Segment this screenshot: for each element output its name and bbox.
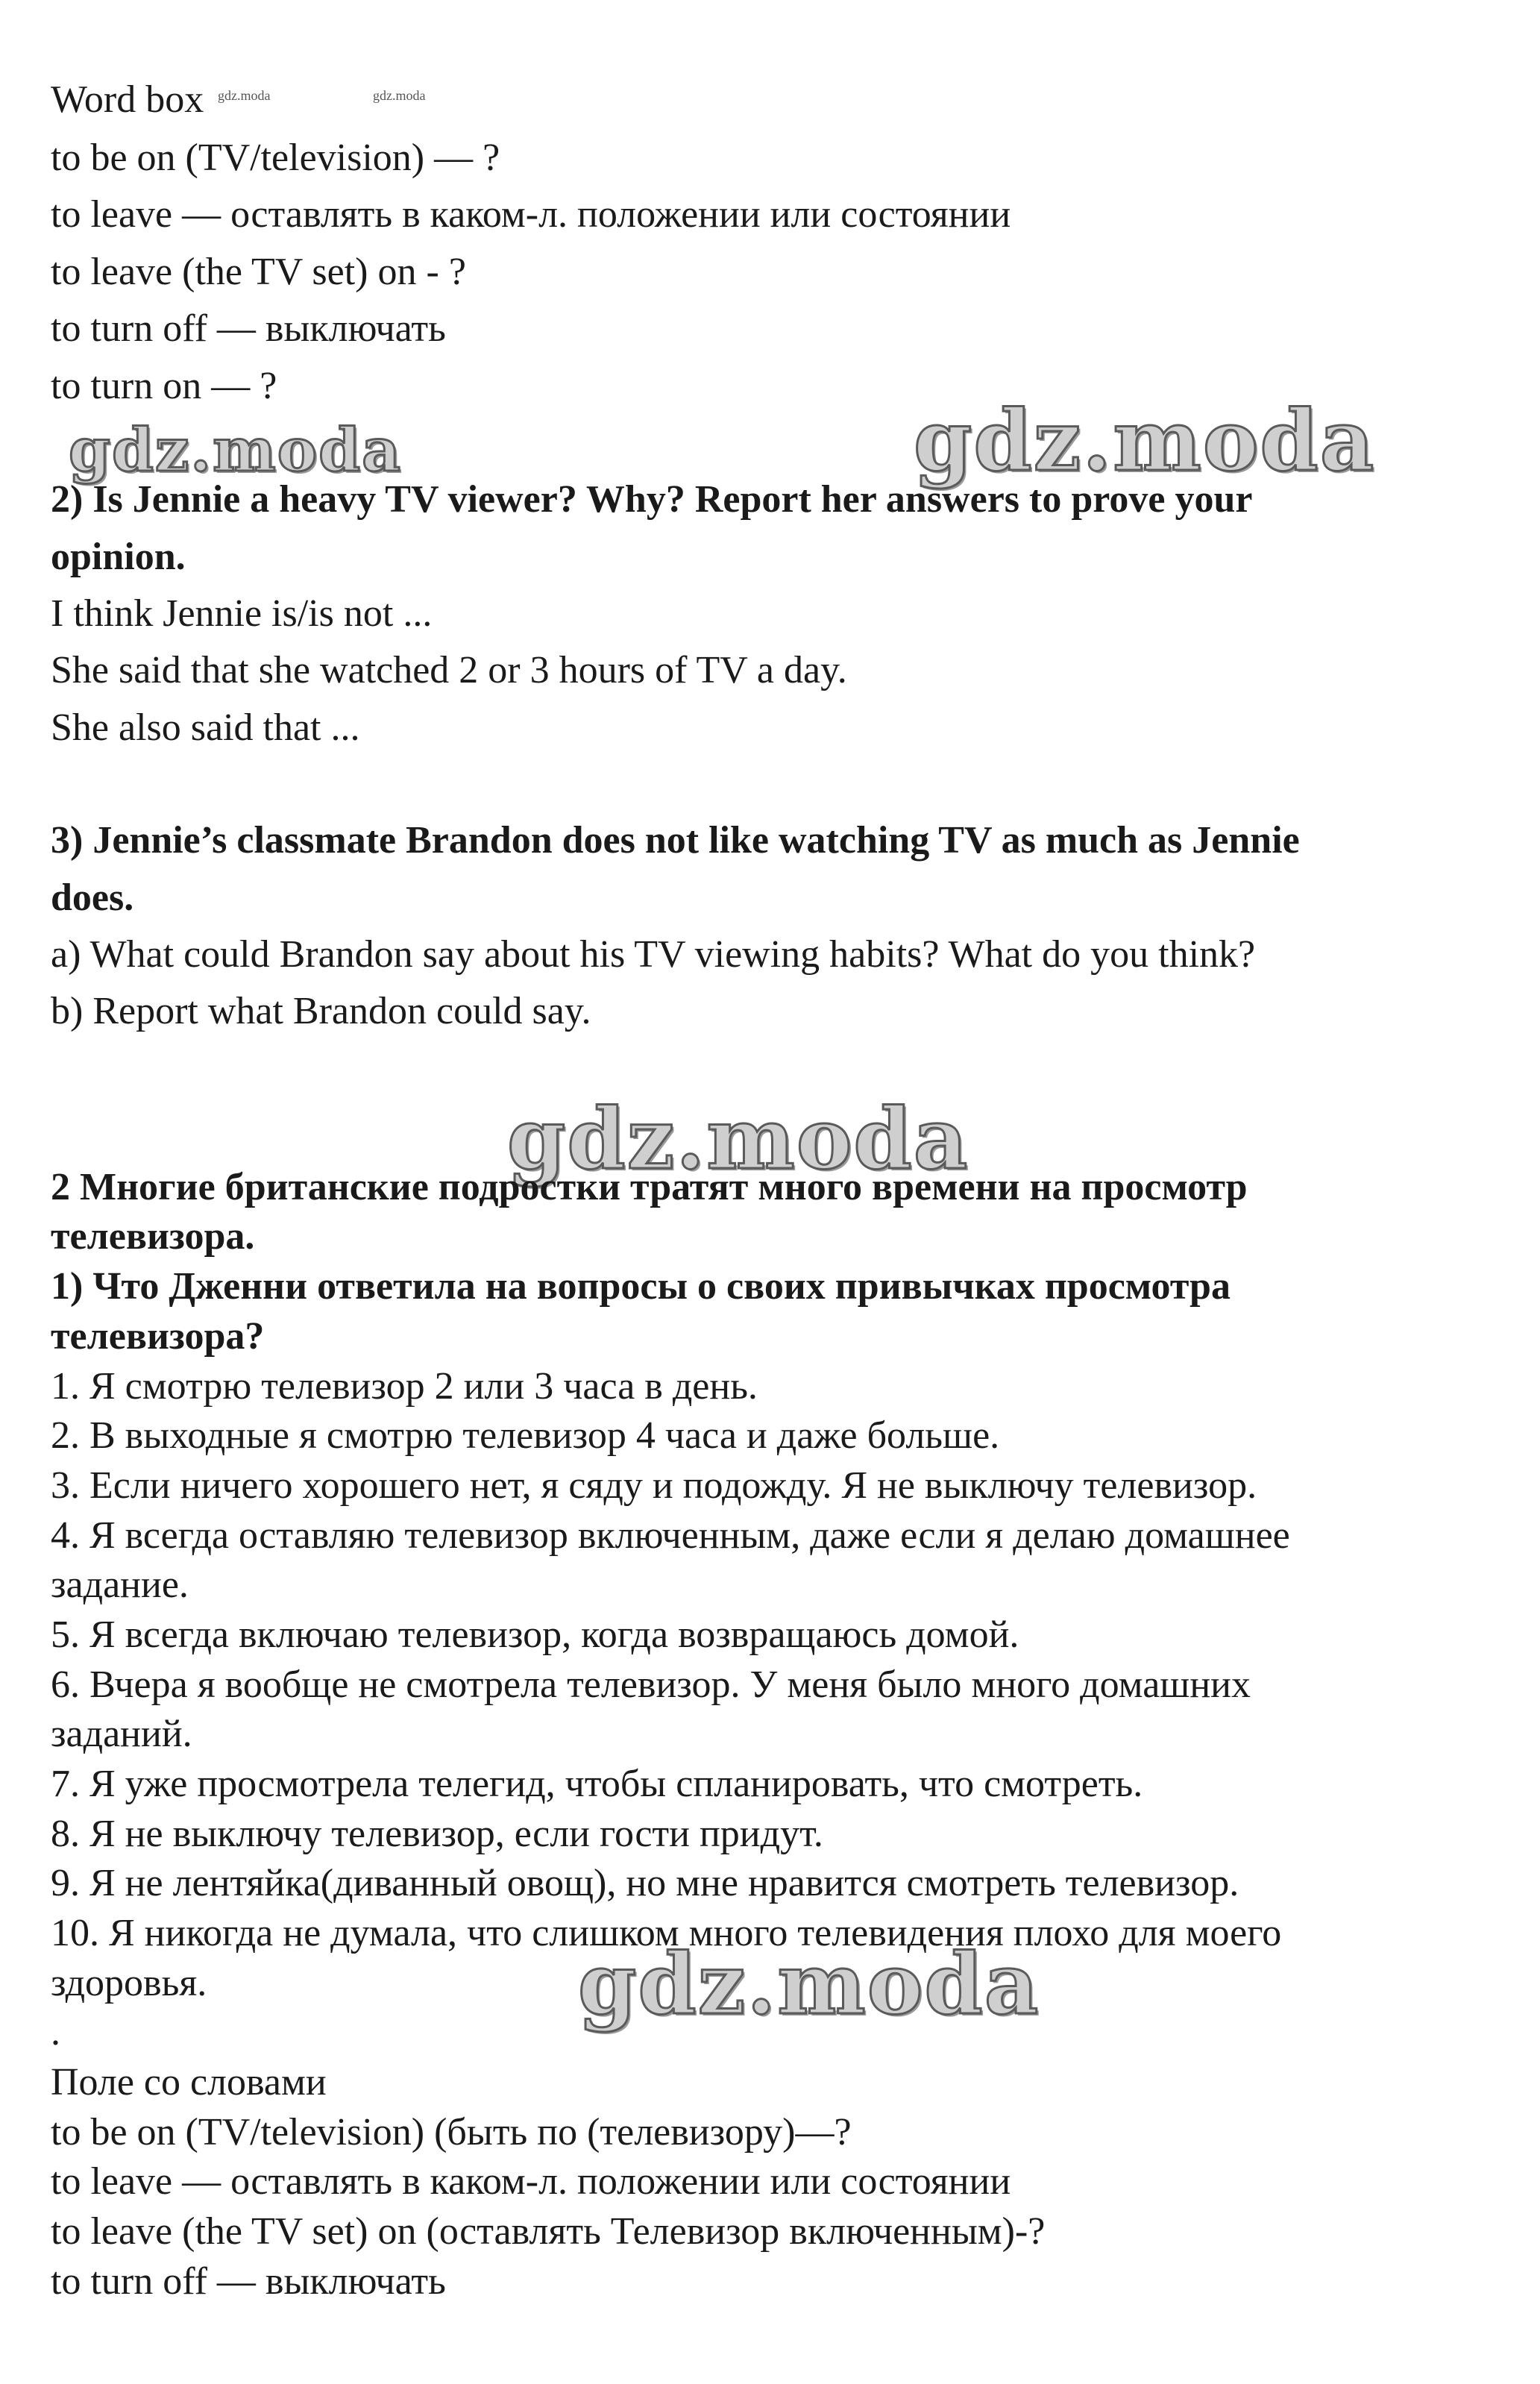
list-item: 6. Вчера я вообще не смотрела телевизор. У меня было много домашних bbox=[51, 1663, 1251, 1706]
watermark: gdz.moda bbox=[914, 392, 1376, 490]
word-box-entry: to leave — оставлять в каком-л. положении или состоянии bbox=[51, 193, 1011, 236]
word-box-heading: Поле со словами bbox=[51, 2061, 327, 2104]
list-item: задание. bbox=[51, 1563, 189, 1606]
watermark-small: gdz.moda bbox=[373, 88, 426, 103]
word-box-entry: to leave — оставлять в каком-л. положении или состоянии bbox=[51, 2160, 1011, 2203]
watermark-small: gdz.moda bbox=[218, 88, 271, 103]
section-heading: телевизора. bbox=[51, 1215, 255, 1258]
list-item: здоровья. bbox=[51, 1962, 207, 2004]
answer-text: b) Report what Brandon could say. bbox=[51, 990, 591, 1032]
word-box-entry: to turn off — выключать bbox=[51, 307, 446, 350]
word-box-entry: to be on (TV/television) (быть по (телевизору)—? bbox=[51, 2111, 852, 2154]
list-item: 9. Я не лентяйка(диванный овощ), но мне нравится смотреть телевизор. bbox=[51, 1862, 1239, 1904]
word-box-entry: to leave (the TV set) on (оставлять Телевизор включенным)-? bbox=[51, 2210, 1046, 2253]
list-item: 2. В выходные я смотрю телевизор 4 часа и даже больше. bbox=[51, 1414, 1000, 1457]
list-item: 3. Если ничего хорошего нет, я сяду и подожду. Я не выключу телевизор. bbox=[51, 1464, 1257, 1507]
answer-text: a) What could Brandon say about his TV viewing habits? What do you think? bbox=[51, 933, 1256, 976]
question-heading: 3) Jennie’s classmate Brandon does not like watching TV as much as Jennie bbox=[51, 819, 1300, 862]
list-item: 7. Я уже просмотрела телегид, чтобы спланировать, что смотреть. bbox=[51, 1763, 1143, 1805]
question-heading: opinion. bbox=[51, 536, 186, 578]
word-box-entry: to be on (TV/television) — ? bbox=[51, 137, 500, 179]
list-item: 4. Я всегда оставляю телевизор включенным, даже если я делаю домашнее bbox=[51, 1514, 1290, 1557]
list-item: 8. Я не выключу телевизор, если гости придут. bbox=[51, 1813, 823, 1855]
answer-text: I think Jennie is/is not ... bbox=[51, 592, 433, 635]
answer-text: She said that she watched 2 or 3 hours of TV a day. bbox=[51, 649, 847, 691]
list-item: 1. Я смотрю телевизор 2 или 3 часа в день. bbox=[51, 1365, 758, 1408]
question-heading: телевизора? bbox=[51, 1315, 265, 1358]
question-heading: 2) Is Jennie a heavy TV viewer? Why? Report her answers to prove your bbox=[51, 478, 1253, 521]
list-item: 5. Я всегда включаю телевизор, когда возвращаюсь домой. bbox=[51, 1613, 1019, 1656]
separator-dot: . bbox=[51, 2011, 60, 2054]
answer-text: She also said that ... bbox=[51, 706, 360, 749]
question-heading: does. bbox=[51, 876, 134, 919]
watermark: gdz.moda bbox=[69, 415, 402, 485]
watermark: gdz.moda bbox=[507, 1091, 969, 1188]
question-heading: 1) Что Дженни ответила на вопросы о своих привычках просмотра bbox=[51, 1265, 1231, 1308]
word-box-heading: Word box bbox=[51, 78, 204, 121]
section-heading: 2 Многие британские подростки тратят много времени на просмотр bbox=[51, 1166, 1248, 1208]
word-box-entry: to leave (the TV set) on - ? bbox=[51, 251, 466, 293]
list-item: заданий. bbox=[51, 1713, 192, 1755]
word-box-entry: to turn on — ? bbox=[51, 365, 277, 407]
watermark: gdz.moda bbox=[578, 1936, 1040, 2033]
word-box-entry: to turn off — выключать bbox=[51, 2260, 446, 2303]
list-item: 10. Я никогда не думала, что слишком много телевидения плохо для моего bbox=[51, 1912, 1282, 1954]
